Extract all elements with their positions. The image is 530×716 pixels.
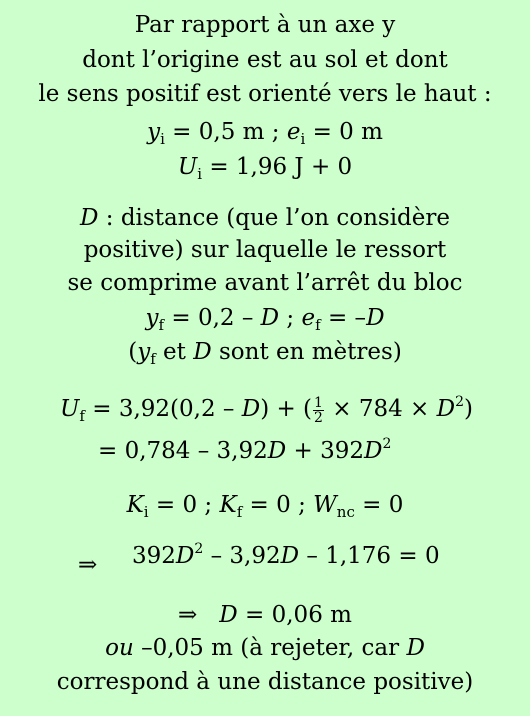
intro-line-3: le sens positif est orienté vers le haut :	[38, 81, 492, 107]
distance-definition-3: se comprime avant l’arrêt du bloc	[67, 270, 463, 296]
initial-potential-energy: $U_i = 1,96$ J + 0	[177, 154, 353, 183]
distance-definition-2: positive) sur laquelle le ressort	[83, 237, 447, 263]
intro-line-1: Par rapport à un axe y	[134, 12, 396, 38]
final-position-equation: $y_f = 0,2 - D$ ; $e_f = -D$	[145, 305, 385, 334]
kinetic-work-values: $K_i = 0$ ; $K_f = 0$ ; $W_{nc} = 0$	[126, 492, 404, 521]
rejected-solution: ou –0,05 m (à rejeter, car D	[105, 635, 425, 661]
initial-position-energy: $y_i = 0,5$ m ; $e_i = 0$ m	[147, 119, 383, 148]
units-note: ($y_f$ et D sont en mètres)	[128, 339, 402, 368]
rejection-reason: correspond à une distance positive)	[56, 669, 474, 695]
intro-line-2: dont l’origine est au sol et dont	[82, 47, 448, 73]
implies-arrow-1: ⇒	[78, 552, 98, 578]
quadratic-equation: $392D^2 - 3,92D - 1,176 = 0$	[132, 541, 440, 569]
distance-definition-1: D : distance (que l’on considère	[80, 205, 450, 231]
one-half-fraction: $\frac{1}{2}$	[314, 394, 323, 426]
final-energy-equation-2: = $0,784 - 3,92D + 392D^2$	[98, 436, 392, 464]
final-energy-equation-1: $U_f = 3,92(0,2 - D)$ + ( $\frac{1}{2}$ × $784 \times D^2$)	[60, 394, 473, 426]
solution-line: ⇒ D = 0,06 m	[178, 602, 352, 628]
